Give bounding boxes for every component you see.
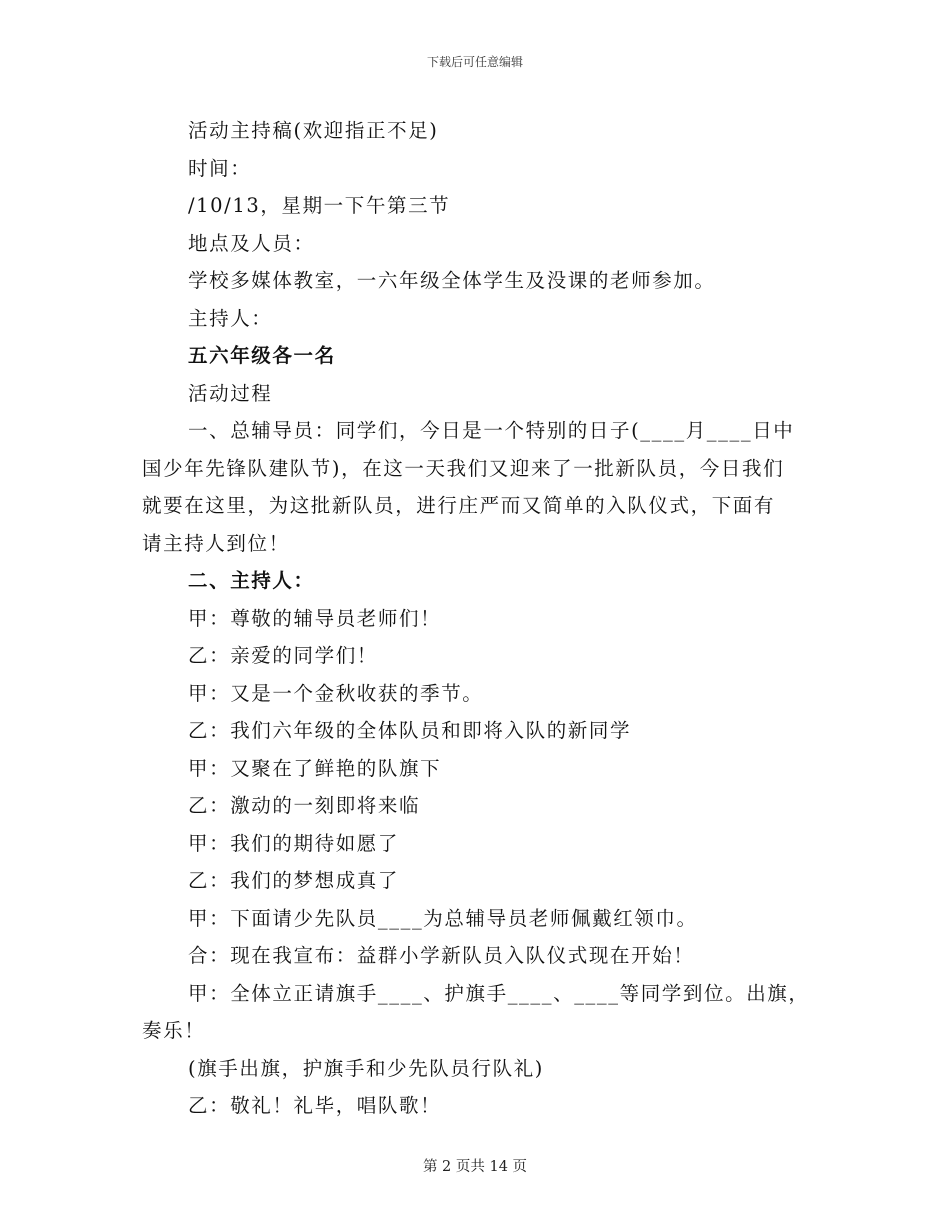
paragraph-line: 一、总辅导员：同学们，今日是一个特别的日子(____月____日中 xyxy=(188,419,795,442)
place-label: 地点及人员： xyxy=(188,231,315,255)
dialogue-line: 乙：敬礼！礼毕，唱队歌！ xyxy=(188,1094,442,1117)
dialogue-line: 乙：我们的梦想成真了 xyxy=(188,869,400,892)
host-label: 主持人： xyxy=(188,306,273,330)
dialogue-line: 乙：激动的一刻即将来临 xyxy=(188,794,421,817)
dialogue-line: 合：现在我宣布：益群小学新队员入队仪式现在开始！ xyxy=(188,944,695,967)
process-label: 活动过程 xyxy=(188,381,273,405)
paragraph-line: 甲：全体立正请旗手____、护旗手____、____等同学到位。出旗， xyxy=(188,981,810,1005)
place-value: 学校多媒体教室，一六年级全体学生及没课的老师参加。 xyxy=(188,269,716,292)
host-value: 五六年级各一名 xyxy=(188,344,336,367)
paragraph-line: 就要在这里，为这批新队员，进行庄严而又简单的入队仪式，下面有 xyxy=(142,494,776,517)
dialogue-line: 甲：下面请少先队员____为总辅导员老师佩戴红领巾。 xyxy=(188,906,698,930)
paragraph-line: 奏乐！ xyxy=(142,1019,206,1042)
dialogue-line: 甲：又是一个金秋收获的季节。 xyxy=(188,681,484,705)
paragraph-1 xyxy=(142,412,812,562)
dialogue-line: 甲：又聚在了鲜艳的队旗下 xyxy=(188,756,442,780)
time-label: 时间： xyxy=(188,156,252,180)
dialogue-line: 甲：我们的期待如愿了 xyxy=(188,831,400,855)
page-footer: 第 2 页共 14 页 xyxy=(422,1159,528,1175)
document-body xyxy=(142,112,812,1125)
page-header: 下载后可任意编辑 xyxy=(426,55,523,69)
dialogue-line: 乙：我们六年级的全体队员和即将入队的新同学 xyxy=(188,719,632,742)
paragraph-line: 请主持人到位！ xyxy=(142,531,290,555)
section-heading: 二、主持人： xyxy=(188,569,315,592)
paragraph-line: 国少年先锋队建队节)，在这一天我们又迎来了一批新队员，今日我们 xyxy=(142,456,785,480)
dialogue-line: 甲：尊敬的辅导员老师们！ xyxy=(188,606,442,630)
flag-paragraph xyxy=(142,975,812,1050)
doc-title: 活动主持稿(欢迎指正不足) xyxy=(188,119,439,142)
dialogue-line: 乙：亲爱的同学们！ xyxy=(188,644,378,667)
time-value: /10/13，星期一下午第三节 xyxy=(188,194,451,217)
stage-note: (旗手出旗，护旗手和少先队员行队礼) xyxy=(188,1056,545,1080)
